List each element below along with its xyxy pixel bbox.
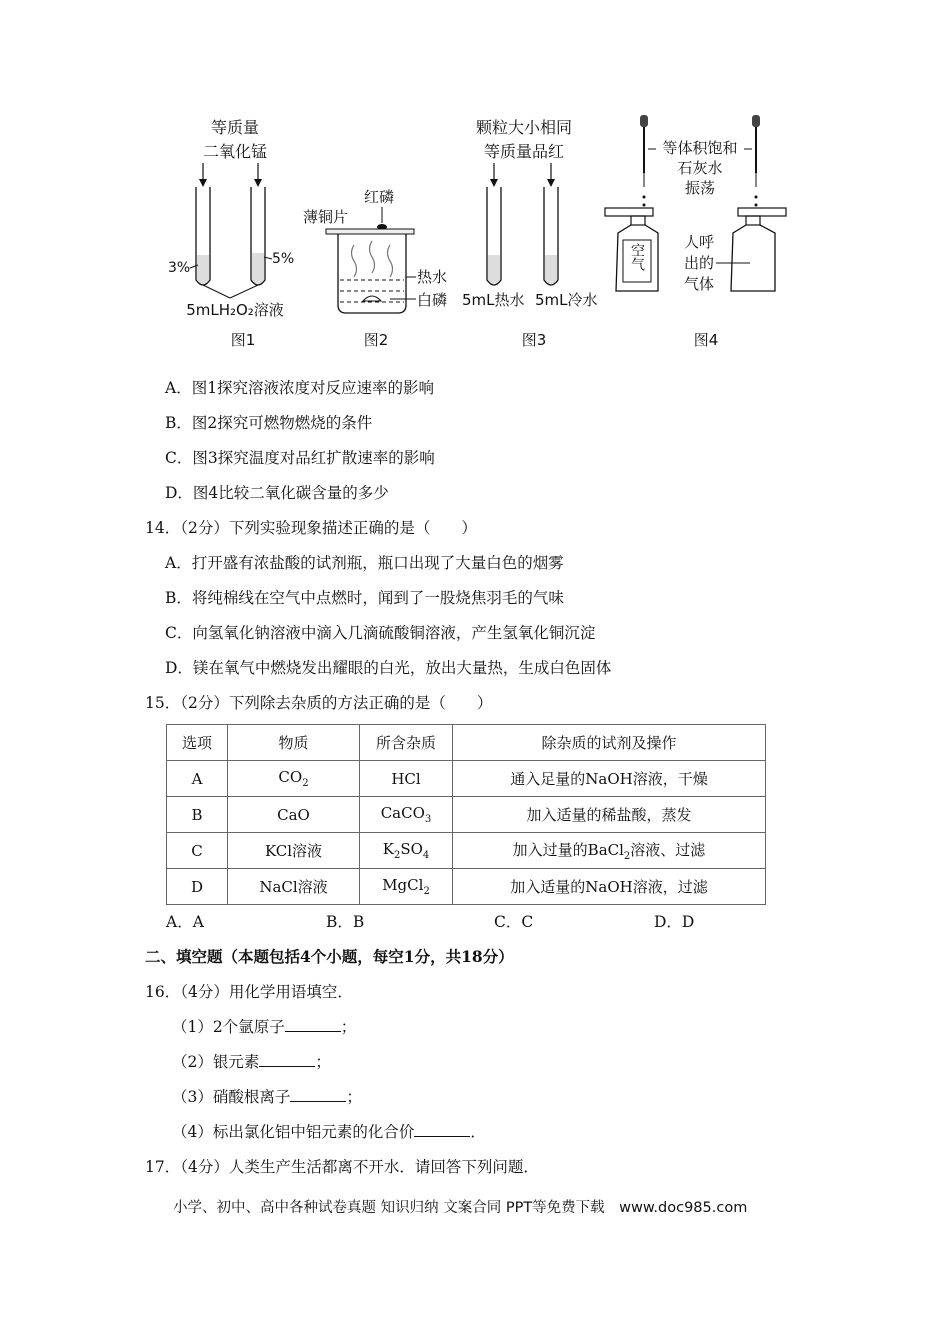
experiment-figures [150, 105, 810, 365]
q16-stem: 16．（4分）用化学用语填空． [145, 983, 353, 1001]
fig4-left-bottle-label: 空气 [629, 243, 645, 271]
fig1-top-label-2: 二氧化锰 [202, 142, 268, 161]
fig4-top-label-1: 等体积饱和 [662, 139, 738, 157]
fig2-label-hot-water: 热水 [417, 268, 448, 286]
row-a-impurity: HCl [360, 761, 453, 797]
figure-4 [605, 115, 786, 349]
q16-item-4: （4）标出氯化铝中铝元素的化合价 ． [172, 1123, 486, 1141]
row-c-option: C [167, 833, 228, 869]
row-d-option: D [167, 869, 228, 905]
fig4-right-label-3: 气体 [684, 275, 715, 293]
row-d-method: 加入适量的NaOH溶液，过滤 [453, 869, 766, 905]
answer-blank[interactable] [290, 1087, 346, 1102]
answer-blank[interactable] [414, 1122, 470, 1137]
answer-blank[interactable] [259, 1052, 315, 1067]
q13-option-b: B．图2探究可燃物燃烧的条件 [165, 414, 373, 432]
fig2-label-red-phosphorus: 红磷 [364, 188, 395, 206]
fig1-right-percent: 5% [272, 251, 295, 267]
fig4-right-label-2: 出的 [684, 254, 715, 272]
fig1-left-percent: 3% [168, 260, 191, 276]
row-b-method: 加入适量的稀盐酸，蒸发 [453, 797, 766, 833]
row-d-impurity: MgCl$_2$ [360, 869, 453, 905]
row-a-method: 通入足量的NaOH溶液，干燥 [453, 761, 766, 797]
figure-2 [303, 188, 447, 349]
fig4-top-label-3: 振荡 [684, 179, 716, 197]
row-a-option: A [167, 761, 228, 797]
table-row [167, 761, 766, 797]
q13-option-c: C．图3探究温度对品红扩散速率的影响 [165, 449, 435, 467]
impurity-table [166, 724, 766, 905]
q13-option-a: A．图1探究溶液浓度对反应速率的影响 [165, 379, 435, 397]
section-2-heading: 二、填空题（本题包括4个小题，每空1分，共18分） [145, 947, 514, 966]
answer-blank[interactable] [285, 1017, 341, 1032]
row-b-impurity: CaCO$_3$ [360, 797, 453, 833]
q14-option-a: A．打开盛有浓盐酸的试剂瓶，瓶口出现了大量白色的烟雾 [165, 554, 564, 572]
q15-answer-a: A．A [166, 913, 204, 931]
q14-option-d: D．镁在氧气中燃烧发出耀眼的白光，放出大量热，生成白色固体 [165, 659, 612, 677]
q16-item-3: （3）硝酸根离子 ； [172, 1088, 362, 1106]
table-row [167, 833, 766, 869]
fig4-top-label-2: 石灰水 [677, 159, 723, 177]
q17-stem: 17．（4分）人类生产生活都离不开水．请回答下列问题． [145, 1158, 539, 1176]
row-c-method: 加入过量的BaCl$_2$溶液、过滤 [453, 833, 766, 869]
col-option: 选项 [167, 725, 228, 761]
fig3-right-label: 5mL冷水 [535, 291, 598, 309]
row-b-substance: CaO [228, 797, 360, 833]
fig4-right-label-1: 人呼 [684, 233, 715, 251]
fig3-top-label-1: 颗粒大小相同 [475, 118, 573, 137]
fig3-caption: 图3 [521, 331, 547, 349]
q16-item-2: （2）银元素 ； [172, 1053, 331, 1071]
q15-answer-c: C．C [494, 913, 534, 931]
col-substance: 物质 [228, 725, 360, 761]
table-row [167, 797, 766, 833]
fig3-left-label: 5mL热水 [462, 291, 525, 309]
figure-1 [168, 118, 294, 349]
q14-option-b: B．将纯棉线在空气中点燃时，闻到了一股烧焦羽毛的气味 [165, 589, 564, 607]
fig4-caption: 图4 [693, 331, 719, 349]
q15-answer-d: D．D [654, 913, 695, 931]
col-method: 除杂质的试剂及操作 [453, 725, 766, 761]
fig2-caption: 图2 [363, 331, 389, 349]
row-c-substance: KCl溶液 [228, 833, 360, 869]
q14-stem: 14．（2分）下列实验现象描述正确的是（ ） [145, 519, 477, 537]
q13-option-d: D．图4比较二氧化碳含量的多少 [165, 484, 389, 502]
table-header-row [167, 725, 766, 761]
fig3-top-label-2: 等质量品红 [483, 142, 565, 161]
table-row [167, 869, 766, 905]
q15-answer-b: B．B [326, 913, 365, 931]
row-d-substance: NaCl溶液 [228, 869, 360, 905]
fig2-label-white-phosphorus: 白磷 [417, 291, 448, 309]
q14-option-c: C．向氢氧化钠溶液中滴入几滴硫酸铜溶液，产生氢氧化铜沉淀 [165, 624, 596, 642]
figure-3 [462, 118, 598, 349]
row-a-substance: $CO_2$ [228, 761, 360, 797]
fig1-caption: 图1 [230, 331, 256, 349]
row-b-option: B [167, 797, 228, 833]
fig1-bottom-label: 5mLH₂O₂溶液 [186, 301, 284, 319]
q15-stem: 15．（2分）下列除去杂质的方法正确的是（ ） [145, 694, 493, 712]
fig2-label-copper: 薄铜片 [303, 208, 349, 226]
q16-item-1: （1）2个氩原子 ； [172, 1018, 357, 1036]
fig1-top-label-1: 等质量 [210, 118, 260, 137]
col-impurity: 所含杂质 [360, 725, 453, 761]
row-c-impurity: $K_2SO_4$ [360, 833, 453, 869]
page-footer: 小学、初中、高中各种试卷真题 知识归纳 文案合同 PPT等免费下载 www.doc985.com [173, 1200, 748, 1216]
